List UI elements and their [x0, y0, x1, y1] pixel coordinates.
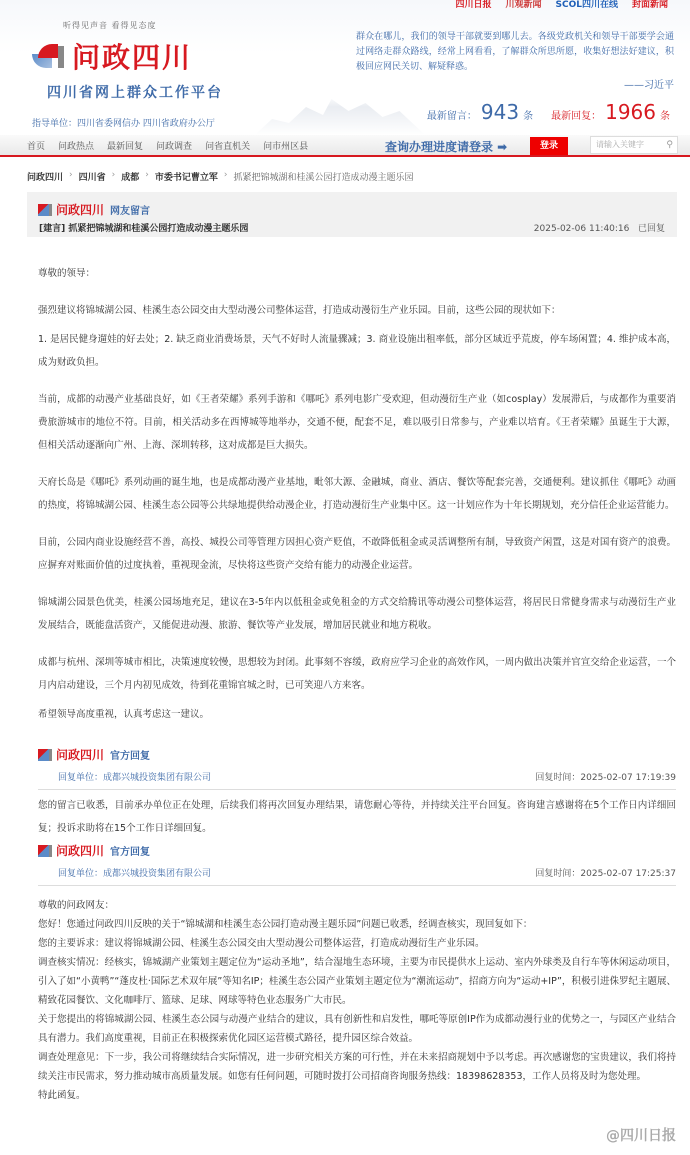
logo-mark-icon — [38, 749, 52, 761]
section-logo — [38, 746, 150, 763]
header-quote: 群众在哪儿，我们的领导干部就要到哪儿去。各级党政机关和领导干部要学会通过网络走群众路线，经常上网看看，了解群众所思所愿，收集好想法好建议，积极回应网民关切、解疑释惑。 — [356, 32, 674, 72]
nav-latest-replies[interactable]: 最新回复 — [107, 141, 144, 152]
guide-units: 指导单位：四川省委网信办 四川省政府办公厅 — [32, 119, 215, 129]
media-logo[interactable]: SCOL四川在线 — [555, 0, 618, 10]
latest-reply-count: 1966 — [605, 100, 656, 124]
media-partner-logos — [455, 0, 668, 10]
message-header — [27, 192, 677, 237]
section-tag: 官方回复 — [110, 751, 151, 762]
logo-mark-icon — [38, 204, 52, 216]
reply-body — [38, 896, 676, 1105]
paragraph: 您的留言已收悉，目前承办单位正在处理，后续我们将再次回复办理结果，请您耐心等待，并持续关注平台回复。咨询建言感谢将在5个工作日内详细回复；投诉求助将在15个工作日详细回复。 — [38, 800, 676, 834]
paragraph: 您好！您通过问政四川反映的关于“锦城湖和桂溪生态公园打造动漫主题乐园”问题已收悉，经调查核实，现回复如下： — [38, 919, 533, 930]
breadcrumb-item[interactable]: 四川省 — [78, 173, 106, 183]
logo-text: 问政四川 — [72, 41, 193, 74]
media-logo[interactable]: 封面新闻 — [631, 0, 668, 10]
paragraph: 您的主要诉求：建议将锦城湖公园、桂溪生态公园交由大型动漫公司整体运营，打造成动漫衍生产业乐园。 — [38, 938, 485, 949]
breadcrumb — [27, 170, 414, 183]
chevron-right-icon: › — [223, 170, 228, 180]
section-logo — [38, 842, 150, 859]
message-body — [38, 262, 676, 1155]
logo-text: 问政四川 — [56, 203, 105, 217]
site-subtitle: 四川省网上群众工作平台 — [47, 85, 223, 101]
paragraph: 特此函复。 — [38, 1090, 86, 1101]
paragraph: 强烈建议将锦城湖公园、桂溪生态公园交由大型动漫公司整体运营，打造成动漫衍生产业乐园。目前，这些公园的现状如下： — [38, 305, 561, 316]
paragraph: 成都与杭州、深圳等城市相比，决策速度较慢，思想较为封闭。此事刻不容缓，政府应学习企业的高效作风，一周内做出决策并官宣交给企业运营，一个月内启动建设，三个月内初见成效，待到花重锦官城之时，已可笑迎八方来客。 — [38, 657, 676, 691]
slogan: 听得见声音 看得见态度 — [63, 21, 157, 30]
paragraph: 目前，公园内商业设施经营不善，高投、城投公司等管理方因担心资产贬值，不敢降低租金或灵活调整所有制，导致资产闲置，这是对国有资产的浪费。应摒弃对账面价值的过度执着，重视现金流，尽快将这些资产交给有能力的动漫企业运营。 — [38, 537, 676, 571]
nav-survey[interactable]: 问政调查 — [156, 141, 193, 152]
chevron-right-icon: › — [145, 170, 149, 180]
reply-body — [38, 794, 676, 840]
search-icon[interactable]: ⚲ — [666, 140, 673, 150]
reply-unit: 回复单位：成都兴城投资集团有限公司 — [58, 773, 212, 783]
nav-home[interactable]: 首页 — [27, 141, 46, 152]
quote-author: ——习近平 — [624, 80, 674, 91]
paragraph: 尊敬的领导： — [38, 268, 96, 279]
latest-msg-count: 943 — [480, 100, 520, 124]
chevron-right-icon: › — [69, 170, 73, 180]
reply-unit: 回复单位：成都兴城投资集团有限公司 — [58, 869, 212, 879]
divider — [38, 885, 676, 886]
logo-text: 问政四川 — [56, 844, 105, 858]
divider — [38, 789, 676, 790]
search-placeholder: 请输入关键字 — [596, 140, 644, 149]
media-logo[interactable]: 川观新闻 — [505, 0, 542, 10]
nav-city[interactable]: 问市州区县 — [263, 141, 309, 152]
logo-mark-icon — [38, 845, 52, 857]
paragraph: 调查核实情况：经核实，锦城湖产业策划主题定位为“运动圣地”，结合湿地生态环境，主要为市民提供水上运动、室内外球类及自行车等休闲运动项目，引入了如“小黄鸭”“蓬皮杜·国际艺术双年展”等知名IP；桂溪生态公园产业策划主题定位为“潮流运动”，招商方向为“运动+IP”，积极引进侏罗纪主题展、精致花园餐饮、文化咖啡厅、篮球、足球、网球等特色业态服务广大市民。 — [38, 957, 676, 1006]
logo-mark-icon — [32, 42, 64, 70]
weibo-watermark: @四川日报 — [606, 1128, 676, 1144]
city-skyline-image — [255, 95, 425, 135]
media-logo[interactable]: 四川日报 — [455, 0, 492, 10]
reply-header — [38, 842, 676, 890]
breadcrumb-item[interactable]: 问政四川 — [27, 173, 64, 183]
status-badge: 已回复 — [637, 224, 665, 234]
paragraph: 1. 是居民健身遛娃的好去处；2. 缺乏商业消费场景，天气不好时人流量骤减；3. 商业设施出租率低，部分区域近乎荒废，停车场闲置；4. 维护成本高，成为财政负担。 — [38, 334, 676, 368]
message-title: [建言] 抓紧把锦城湖和桂溪公园打造成动漫主题乐园 — [39, 224, 249, 234]
paragraph: 当前，成都的动漫产业基础良好，如《王者荣耀》系列手游和《哪吒》系列电影广受欢迎，但动漫衍生产业（如cosplay）发展滞后，与成都作为重要消费旅游城市的地位不符。目前，相关活动多在西博城等地举办，交通不便，配套不足，难以吸引日常参与，产业难以培育。《王者荣耀》虽诞生于大源，但相关活动逐渐向广州、上海、深圳转移，这对成都是巨大损失。 — [38, 394, 676, 451]
nav-hot[interactable]: 问政热点 — [58, 141, 95, 152]
search-input[interactable] — [590, 136, 678, 154]
latest-msg-label: 最新留言： — [426, 111, 477, 122]
reply-header — [38, 746, 676, 794]
unit: 条 — [523, 111, 534, 122]
query-progress-link[interactable]: 查询办理进度请登录 ➡ — [385, 140, 508, 154]
breadcrumb-item[interactable]: 市委书记曹立军 — [154, 173, 218, 183]
unit: 条 — [660, 111, 670, 122]
site-logo[interactable] — [32, 36, 192, 76]
paragraph: 天府长岛是《哪吒》系列动画的诞生地，也是成都动漫产业基地，毗邻大源、金融城，商业、酒店、餐饮等配套完善，交通便利。建议抓住《哪吒》动画的热度，将锦城湖公园、桂溪生态公园等公共绿地提供给动漫企业，打造动漫衍生产业集中区。这一计划应作为十年长期规划，充分信任企业运营能力。 — [38, 477, 676, 511]
message-meta — [534, 221, 665, 234]
login-button[interactable]: 登录 — [530, 137, 568, 155]
breadcrumb-item[interactable]: 成都 — [121, 173, 140, 183]
paragraph: 调查处理意见：下一步，我公司将继续结合实际情况，进一步研究相关方案的可行性，并在未来招商规划中予以考虑。再次感谢您的宝贵建议，我们将持续关注市民需求，努力推动城市高质量发展。如您有任何问题，可随时拨打公司招商咨询服务热线：18398628353，工作人员将及时为您处理。 — [38, 1052, 676, 1082]
section-tag: 官方回复 — [110, 847, 151, 858]
main-nav — [0, 135, 690, 157]
paragraph: 希望领导高度重视，认真考虑这一建议。 — [38, 709, 210, 720]
section-tag: 网友留言 — [110, 206, 151, 217]
message-time: 2025-02-06 11:40:16 — [533, 224, 630, 234]
paragraph: 尊敬的问政网友： — [38, 900, 115, 911]
stats — [427, 100, 670, 128]
nav-provincial[interactable]: 问省直机关 — [205, 141, 251, 152]
reply-time: 回复时间：2025-02-07 17:19:39 — [535, 773, 676, 783]
breadcrumb-current: 抓紧把锦城湖和桂溪公园打造成动漫主题乐园 — [233, 173, 414, 183]
reply-time: 回复时间：2025-02-07 17:25:37 — [535, 869, 676, 879]
paragraph: 关于您提出的将锦城湖公园、桂溪生态公园与动漫产业结合的建议，具有创新性和启发性，哪吒等原创IP作为成都动漫行业的优势之一，与园区产业结合具有潜力。我们高度重视，目前正在积极探索优化园区运营模式路径，提升园区综合效益。 — [38, 1014, 676, 1044]
latest-reply-label: 最新回复： — [551, 111, 602, 122]
chevron-right-icon: › — [111, 170, 116, 180]
site-header — [0, 0, 690, 133]
logo-text: 问政四川 — [56, 748, 105, 762]
paragraph: 锦城湖公园景色优美，桂溪公园场地充足，建议在3-5年内以低租金或免租金的方式交给腾讯等动漫公司整体运营，将居民日常健身需求与动漫衍生产业发展结合，既能盘活资产，又能促进动漫、旅游、餐饮等产业发展，增加居民就业和地方税收。 — [38, 597, 676, 631]
section-logo — [38, 201, 150, 218]
